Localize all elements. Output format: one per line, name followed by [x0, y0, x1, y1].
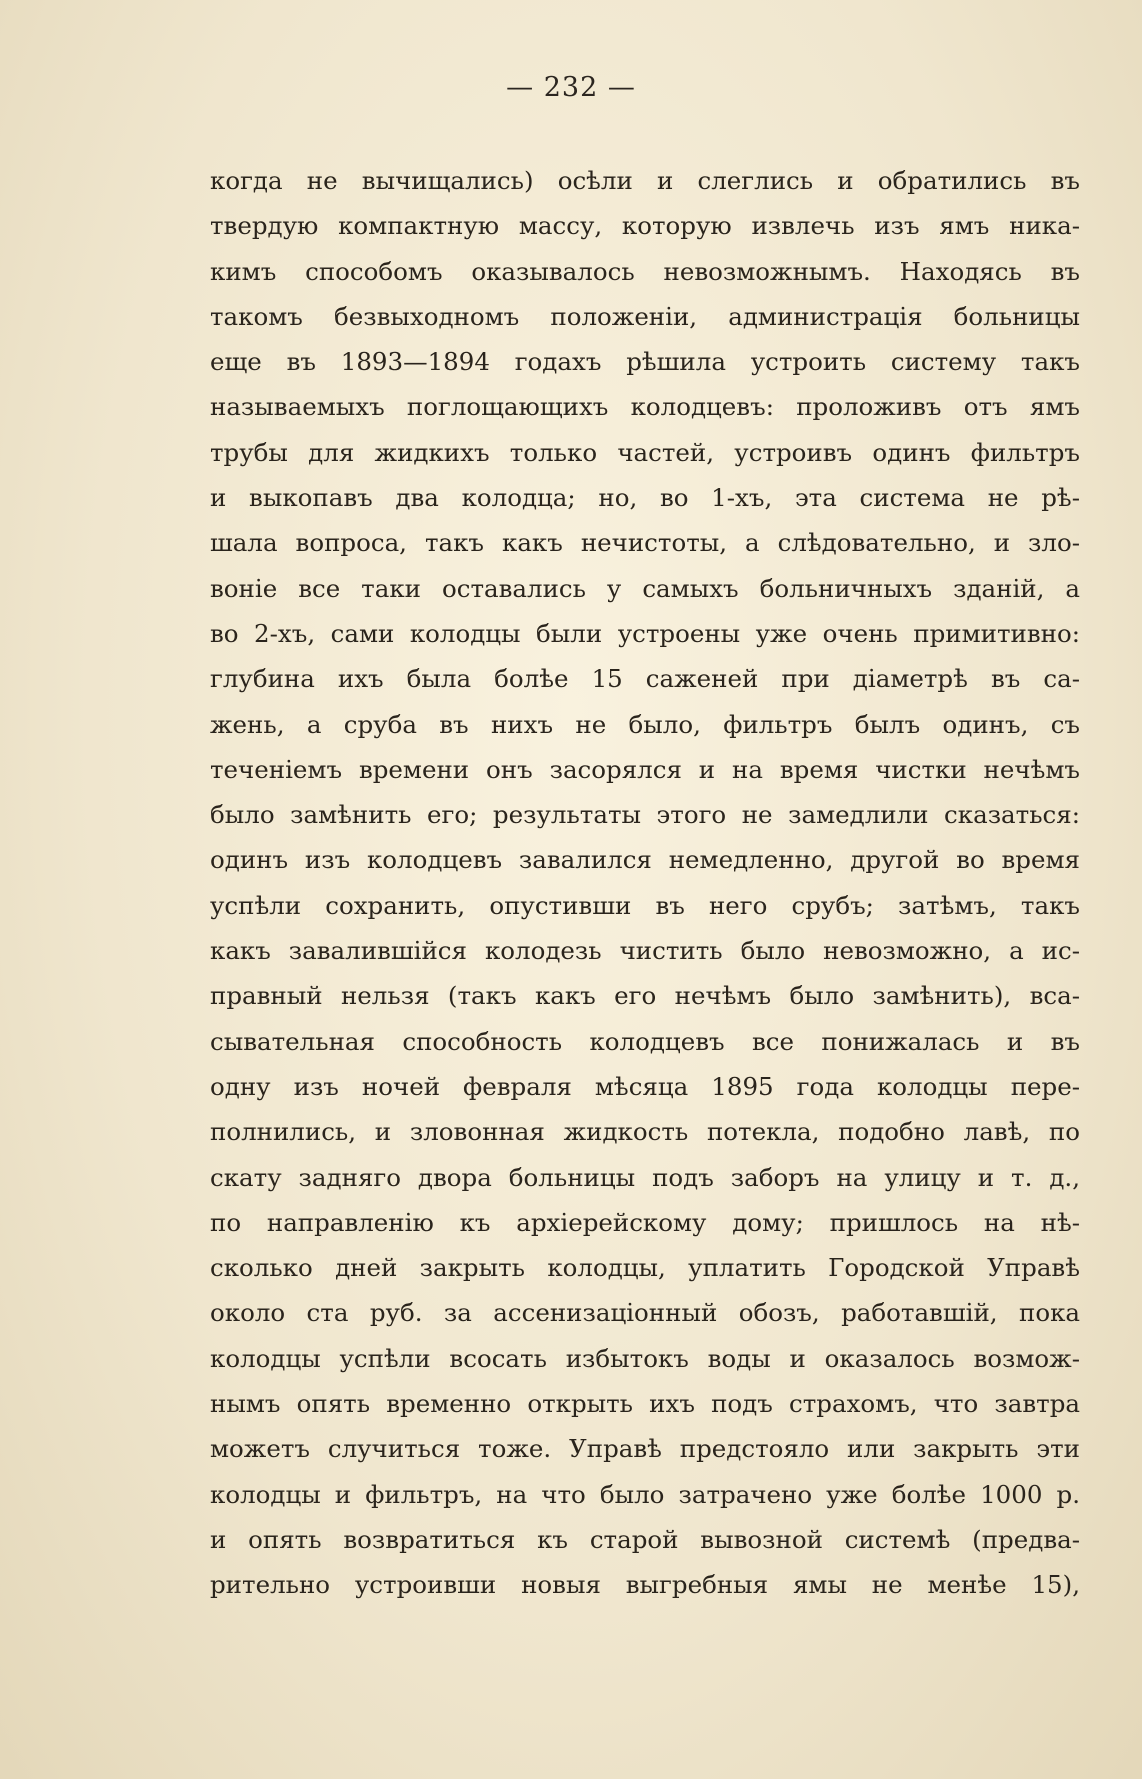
text-line: шала вопроса, такъ какъ нечистоты, а слѣдовательно, и зло- — [210, 528, 1080, 558]
text-line: скату задняго двора больницы подъ заборъ на улицу и т. д., — [210, 1162, 1080, 1192]
text-line: правный нельзя (такъ какъ его нечѣмъ было замѣнить), вса- — [210, 981, 1080, 1011]
text-line: теченіемъ времени онъ засорялся и на время чистки нечѣмъ — [210, 754, 1080, 784]
text-line: жень, а сруба въ нихъ не было, фильтръ былъ одинъ, съ — [210, 709, 1080, 739]
text-line: около ста руб. за ассенизаціонный обозъ, работавшій, пока — [210, 1298, 1080, 1328]
body-text — [210, 158, 1080, 1608]
text-line: одинъ изъ колодцевъ завалился немедленно, другой во время — [210, 845, 1080, 875]
text-line: когда не вычищались) осѣли и слеглись и обратились въ — [210, 166, 1080, 195]
text-line: называемыхъ поглощающихъ колодцевъ: проложивъ отъ ямъ — [210, 392, 1080, 422]
text-line: трубы для жидкихъ только частей, устроивъ одинъ фильтръ — [210, 437, 1080, 467]
text-line: нымъ опять временно открыть ихъ подъ страхомъ, что завтра — [210, 1389, 1080, 1419]
text-line: и опять возвратиться къ старой вывозной системѣ (предва- — [210, 1524, 1080, 1554]
text-line: было замѣнить его; результаты этого не замедлили сказаться: — [210, 800, 1080, 830]
text-line: твердую компактную массу, которую извлечь изъ ямъ ника- — [210, 211, 1080, 241]
text-line: по направленію къ архіерейскому дому; пришлось на нѣ- — [210, 1207, 1080, 1237]
text-line: сывательная способность колодцевъ все понижалась и въ — [210, 1026, 1080, 1056]
text-line: колодцы успѣли всосать избытокъ воды и оказалось возмож- — [210, 1343, 1080, 1373]
text-line: колодцы и фильтръ, на что было затрачено уже болѣе 1000 р. — [210, 1479, 1080, 1509]
text-line: какъ завалившійся колодезь чистить было невозможно, а ис- — [210, 936, 1080, 966]
text-line: кимъ способомъ оказывалось невозможнымъ. Находясь въ — [210, 256, 1080, 286]
text-line: полнились, и зловонная жидкость потекла, подобно лавѣ, по — [210, 1117, 1080, 1147]
text-line: успѣли сохранить, опустивши въ него срубъ; затѣмъ, такъ — [210, 890, 1080, 920]
page-number: — 232 — — [506, 72, 636, 103]
text-line: воніе все таки оставались у самыхъ больничныхъ зданій, а — [210, 573, 1080, 603]
text-line: во 2-хъ, сами колодцы были устроены уже очень примитивно: — [210, 618, 1080, 648]
text-line: такомъ безвыходномъ положеніи, администрація больницы — [210, 301, 1080, 331]
text-line: можетъ случиться тоже. Управѣ предстояло или закрыть эти — [210, 1434, 1080, 1464]
text-line: глубина ихъ была болѣе 15 саженей при діаметрѣ въ са- — [210, 664, 1080, 694]
text-line: рительно устроивши новыя выгребныя ямы не менѣе 15), — [210, 1570, 1080, 1600]
text-line: сколько дней закрыть колодцы, уплатить Городской Управѣ — [210, 1253, 1080, 1283]
text-line: еще въ 1893—1894 годахъ рѣшила устроить систему такъ — [210, 347, 1080, 377]
text-line: одну изъ ночей февраля мѣсяца 1895 года колодцы пере- — [210, 1071, 1080, 1101]
text-line: и выкопавъ два колодца; но, во 1-хъ, эта система не рѣ- — [210, 483, 1080, 513]
